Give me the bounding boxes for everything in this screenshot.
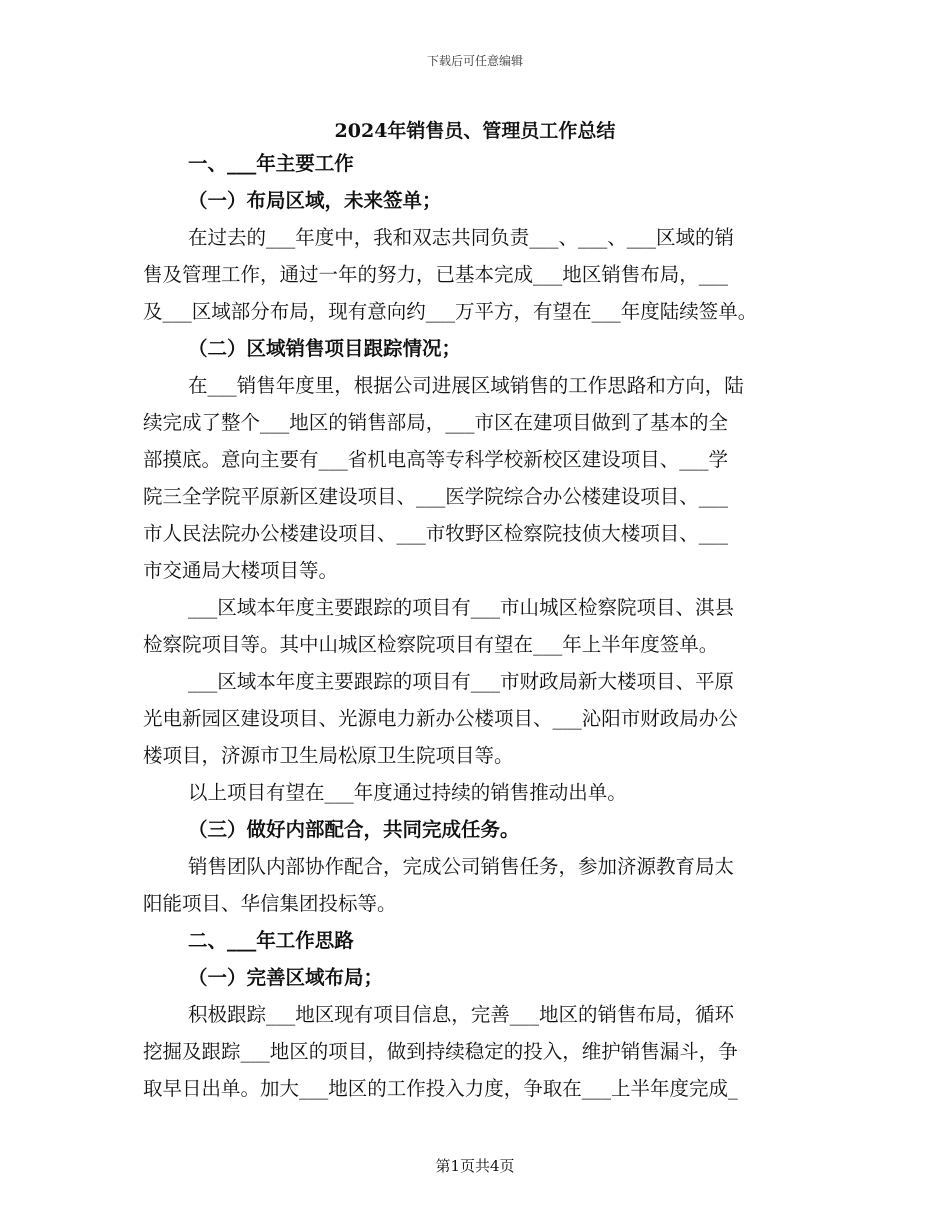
paragraph-first-line: 积极跟踪___地区现有项目信息，完善___地区的销售布局，循环 [188, 1003, 735, 1026]
body-line: 挖掘及跟踪___地区的项目，做到持续稳定的投入，维护销售漏斗，争 [143, 1040, 738, 1063]
subsection-heading: （一）布局区域，未来签单； [188, 189, 442, 212]
body-line: 续完成了整个___地区的销售部局，___市区在建项目做到了基本的全 [143, 411, 729, 434]
paragraph-first-line: 以上项目有望在___年度通过持续的销售推动出单。 [188, 781, 627, 804]
paragraph-first-line: ___区域本年度主要跟踪的项目有___市山城区检察院项目、淇县 [188, 596, 735, 619]
body-line: 售及管理工作，通过一年的努力，已基本完成___地区销售布局，___ [143, 263, 729, 286]
page-header: 下载后可任意编辑 [426, 54, 523, 68]
subsection-heading: （三）做好内部配合，共同完成任务。 [188, 818, 520, 841]
body-line: 楼项目，济源市卫生局松原卫生院项目等。 [143, 744, 514, 767]
document-body [143, 149, 803, 1111]
document-title: 2024年销售员、管理员工作总结 [334, 120, 616, 142]
paragraph-first-line: 销售团队内部协作配合，完成公司销售任务，参加济源教育局太 [188, 855, 735, 878]
body-line: 检察院项目等。其中山城区检察院项目有望在___年上半年度签单。 [143, 633, 719, 656]
page-footer: 第1页共4页 [435, 1157, 515, 1175]
subsection-heading: （二）区域销售项目跟踪情况； [188, 337, 462, 360]
paragraph-first-line: 在过去的___年度中，我和双志共同负责___、___、___区域的销 [188, 226, 735, 249]
body-line: 市交通局大楼项目等。 [143, 559, 339, 582]
paragraph-first-line: 在___销售年度里，根据公司进展区域销售的工作思路和方向，陆 [188, 374, 744, 397]
body-line: 院三全学院平原新区建设项目、___医学院综合办公楼建设项目、___ [143, 485, 729, 508]
section-heading: 二、___年工作思路 [188, 929, 354, 952]
body-line: 及___区域部分布局，现有意向约___万平方，有望在___年度陆续签单。 [143, 300, 758, 323]
body-line: 阳能项目、华信集团投标等。 [143, 892, 397, 915]
body-line: 取早日出单。加大___地区的工作投入力度，争取在___上半年度完成_ [143, 1077, 738, 1100]
body-line: 部摸底。意向主要有___省机电高等专科学校新校区建设项目、___学 [143, 448, 729, 471]
section-heading: 一、___年主要工作 [188, 152, 354, 175]
paragraph-first-line: ___区域本年度主要跟踪的项目有___市财政局新大楼项目、平原 [188, 670, 735, 693]
body-line: 市人民法院办公楼建设项目、___市牧野区检察院技侦大楼项目、___ [143, 522, 729, 545]
subsection-heading: （一）完善区域布局； [188, 966, 384, 989]
body-line: 光电新园区建设项目、光源电力新办公楼项目、___沁阳市财政局办公 [143, 707, 738, 730]
